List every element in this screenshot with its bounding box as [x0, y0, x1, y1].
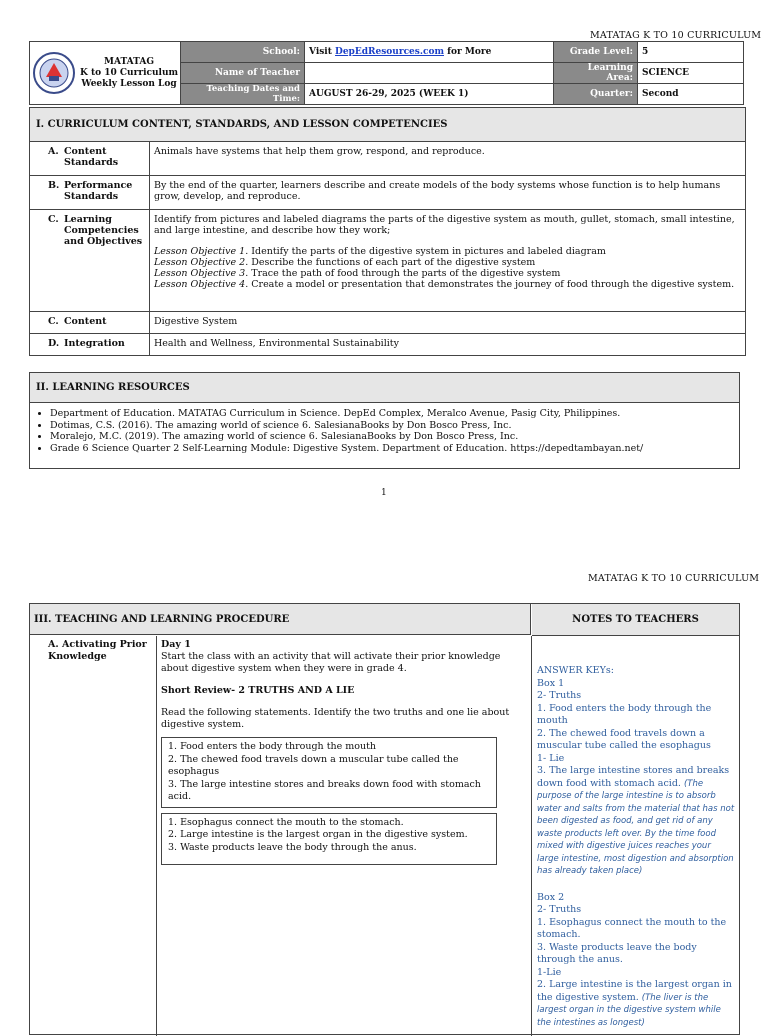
- deped-seal-icon: [32, 51, 76, 95]
- notes-title: NOTES TO TEACHERS: [532, 604, 739, 636]
- grade-value: 5: [638, 42, 744, 63]
- list-item: • Dotimas, C.S. (2016). The amazing world of science 6. SalesianaBooks by Don Bosco Press, Inc.: [50, 420, 739, 432]
- lesson-objective-4: Lesson Objective 4. Create a model or presentation that demonstrates the journey of food through the digestive system.: [154, 279, 735, 290]
- curriculum-tag: MATATAG K TO 10 CURRICULUM: [590, 30, 762, 41]
- statement-box-2: [161, 813, 497, 866]
- performance-standards-row: B. Performance Standards By the end of the quarter, learners describe and create models of the body systems whose function is to help humans grow, develop, and reproduce.: [30, 175, 745, 209]
- list-item: • Department of Education. MATATAG Curriculum in Science. DepEd Complex, Meralco Avenue, Pasig City, Philippines.: [50, 408, 739, 420]
- teacher-value: [305, 63, 554, 84]
- curriculum-tag-page-2: MATATAG K TO 10 CURRICULUM: [588, 573, 760, 584]
- answer-keys: ANSWER KEYs: Box 1 2- Truths 1. Food enters the body through the mouth 2. The chewed food travels down a muscular tube called the esophagus 1- Lie 3. The large intestine stores and breaks down food with stomach acid. (The purpose of the large intestine is to absorb water and salts from the material that has not been digested as food, and get rid of any waste products left over. By the time food mixed with digestive juices reaches your large intestine, most digestion and absorption has already taken place) Box 2 2- Truths 1. Esophagus connect the mouth to the stomach. 3. Waste products leave the body through the anus. 1-Lie 2. Large intestine is the largest organ in the digestive system. (The liver is the largest organ in the digestive system while the intestines as longest): [537, 665, 735, 1028]
- logo-block: [30, 42, 181, 105]
- quarter-value: Second: [638, 84, 744, 105]
- answer-keys-heading: ANSWER KEYs:: [537, 665, 614, 676]
- review-title: Short Review- 2 TRUTHS AND A LIE: [161, 685, 355, 696]
- lesson-objective-2: Lesson Objective 2. Describe the functions of each part of the digestive system: [154, 257, 536, 268]
- area-label: Learning Area:: [554, 63, 638, 84]
- day-label: Day 1: [161, 639, 191, 650]
- row-text: By the end of the quarter, learners describe and create models of the body systems whose function is to help humans grow, develop, and reproduce.: [154, 180, 721, 202]
- column-divider: [531, 636, 532, 1036]
- integration-row: D. Integration Health and Wellness, Environmental Sustainability: [30, 333, 745, 355]
- row-label: Content: [64, 316, 107, 327]
- row-text: Health and Wellness, Environmental Sustainability: [154, 338, 399, 349]
- section-learning-resources: [29, 372, 740, 469]
- depedresources-link[interactable]: DepEdResources.com: [335, 47, 444, 57]
- statement: 2. The chewed food travels down a muscular tube called the esophagus: [168, 753, 459, 777]
- content-row: C. Content Digestive System: [30, 311, 745, 333]
- grade-label: Grade Level:: [554, 42, 638, 63]
- resources-list: [30, 408, 739, 454]
- intro-text: Start the class with an activity that will activate their prior knowledge about digestive system when they were in grade 4.: [161, 651, 501, 674]
- section-curriculum-content: [29, 107, 746, 356]
- section-3-title: III. TEACHING AND LEARNING PROCEDURE: [30, 604, 531, 635]
- logo-line-3: Weekly Lesson Log: [81, 78, 177, 89]
- section-2-title: II. LEARNING RESOURCES: [30, 373, 739, 402]
- row-label: Integration: [64, 338, 125, 349]
- content-standards-row: A. Content Standards Animals have systems that help them grow, respond, and reproduce.: [30, 141, 745, 175]
- row-text: Animals have systems that help them grow, respond, and reproduce.: [154, 146, 485, 157]
- row-text: Digestive System: [154, 316, 238, 327]
- header-table: [29, 41, 744, 105]
- row-label: Performance Standards: [64, 180, 133, 202]
- list-item: • Moralejo, M.C. (2019). The amazing world of science 6. SalesianaBooks by Don Bosco Press, Inc.: [50, 431, 739, 443]
- statement-box-1: [161, 737, 497, 808]
- procedure-content: [161, 639, 527, 865]
- row-label: Learning Competencies and Objectives: [64, 214, 143, 247]
- logo-line-1: MATATAG: [103, 56, 155, 67]
- statement: 2. Large intestine is the largest organ in the digestive system.: [168, 829, 468, 840]
- school-value: Visit DepEdResources.com for More: [305, 42, 554, 63]
- learning-competencies-row: C. Learning Competencies and Objectives Identify from pictures and labeled diagrams the parts of the digestive system as mouth, gullet, stomach, small intestine, and large intestine, and describe how they work; Lesson Objective 1. Identify the parts of the digestive system in pictures and labeled diagram Lesson Objective 2. Describe the functions of each part of the digestive system Lesson Objective 3. Trace the path of food through the parts of the digestive system Lesson Objective 4. Create a model or presentation that demonstrates the journey of food through the digestive system.: [30, 209, 745, 311]
- statement: 3. The large intestine stores and breaks down food with stomach acid.: [168, 778, 481, 802]
- page-number: 1: [381, 488, 387, 498]
- column-divider: [156, 636, 157, 1036]
- logo-line-2: K to 10 Curriculum: [79, 67, 179, 78]
- statement: 1. Esophagus connect the mouth to the stomach.: [168, 816, 404, 828]
- row-label: Content Standards: [64, 146, 119, 168]
- area-value: SCIENCE: [638, 63, 744, 84]
- school-label: School:: [181, 42, 305, 63]
- dates-value: AUGUST 26-29, 2025 (WEEK 1): [305, 84, 554, 105]
- competencies-text: Identify from pictures and labeled diagrams the parts of the digestive system as mouth, gullet, stomach, small intestine, and large intestine, and describe how they work; Lesson Objective 1. Identify the parts of the digestive system in pictures and labeled diagram Lesson Objective 2. Describe the functions of each part of the digestive system Lesson Objective 3. Trace the path of food through the parts of the digestive system Lesson Objective 4. Create a model or presentation that demonstrates the journey of food through the digestive system.: [150, 210, 745, 311]
- instructions-text: Read the following statements. Identify the two truths and one lie about digestive system.: [161, 707, 510, 730]
- list-item: • Grade 6 Science Quarter 2 Self-Learning Module: Digestive System. Department of Education. https://depedtambayan.net/: [50, 443, 739, 455]
- statement: 1. Food enters the body through the mouth: [168, 741, 377, 752]
- statement: 3. Waste products leave the body through the anus.: [168, 841, 417, 853]
- dates-label: Teaching Dates and Time:: [181, 84, 305, 105]
- quarter-label: Quarter:: [554, 84, 638, 105]
- lesson-objective-3: Lesson Objective 3. Trace the path of food through the parts of the digestive system: [154, 268, 561, 279]
- lesson-objective-1: Lesson Objective 1. Identify the parts of the digestive system in pictures and labeled diagram: [154, 246, 606, 257]
- section-1-title: I. CURRICULUM CONTENT, STANDARDS, AND LESSON COMPETENCIES: [30, 108, 745, 141]
- teacher-label: Name of Teacher: [181, 63, 305, 84]
- teaching-procedure-table: [29, 603, 740, 1035]
- activating-prior-knowledge-label: A. Activating Prior Knowledge: [48, 639, 147, 662]
